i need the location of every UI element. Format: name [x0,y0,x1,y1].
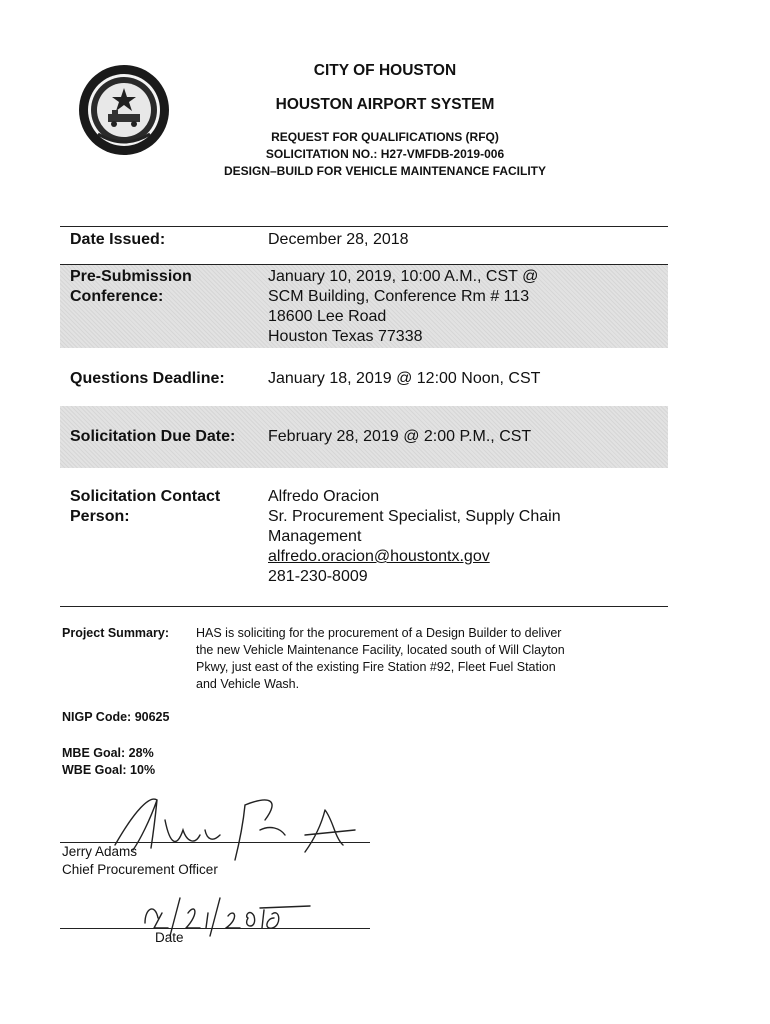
signer-title: Chief Procurement Officer [62,862,218,877]
due-label: Solicitation Due Date: [70,428,236,445]
city-title: CITY OF HOUSTON [313,62,457,79]
summary-line-4: and Vehicle Wash. [196,677,300,691]
contact-title-1: Sr. Procurement Specialist, Supply Chain [268,508,561,525]
presub-value-1: January 10, 2019, 10:00 A.M., CST @ [268,268,539,285]
city-seal-icon [78,64,170,156]
presub-value-3: 18600 Lee Road [268,308,387,325]
department-title: HOUSTON AIRPORT SYSTEM [275,96,495,113]
presub-value-2: SCM Building, Conference Rm # 113 [268,288,530,305]
rfq-title: REQUEST FOR QUALIFICATIONS (RFQ) [271,130,499,144]
contact-label-2: Person: [70,508,130,525]
contact-phone: 281-230-8009 [268,568,368,585]
contact-email-link[interactable]: alfredo.oracion@houstontx.gov [268,548,490,565]
date-issued-value: December 28, 2018 [268,231,409,248]
solicitation-number: SOLICITATION NO.: H27-VMFDB-2019-006 [265,147,505,161]
questions-label: Questions Deadline: [70,370,225,387]
due-value: February 28, 2019 @ 2:00 P.M., CST [268,428,532,445]
presub-value-4: Houston Texas 77338 [268,328,423,345]
presub-rule [60,264,668,265]
summary-line-1: HAS is soliciting for the procurement of a Design Builder to deliver [196,626,562,640]
contact-name: Alfredo Oracion [268,488,380,505]
contact-title-2: Management [268,528,362,545]
summary-line-3: Pkwy, just east of the existing Fire Station #92, Fleet Fuel Station [196,660,556,674]
project-title: DESIGN–BUILD FOR VEHICLE MAINTENANCE FACILITY [223,164,546,178]
signer-name: Jerry Adams [62,844,138,859]
contact-label-1: Solicitation Contact [70,488,221,505]
summary-line-2: the new Vehicle Maintenance Facility, located south of Will Clayton [196,643,565,657]
date-line [60,928,370,929]
summary-label: Project Summary: [62,626,169,640]
signature-scribble-icon [95,790,395,870]
top-rule [60,226,668,227]
presub-label-2: Conference: [70,288,164,305]
date-issued-label: Date Issued: [70,231,166,248]
date-label: Date [155,930,184,945]
questions-value: January 18, 2019 @ 12:00 Noon, CST [268,370,541,387]
nigp-code: NIGP Code: 90625 [62,710,170,724]
mbe-goal: MBE Goal: 28% [62,746,154,760]
bottom-rule [60,606,668,607]
wbe-goal: WBE Goal: 10% [62,763,156,777]
presub-label-1: Pre-Submission [70,268,192,285]
